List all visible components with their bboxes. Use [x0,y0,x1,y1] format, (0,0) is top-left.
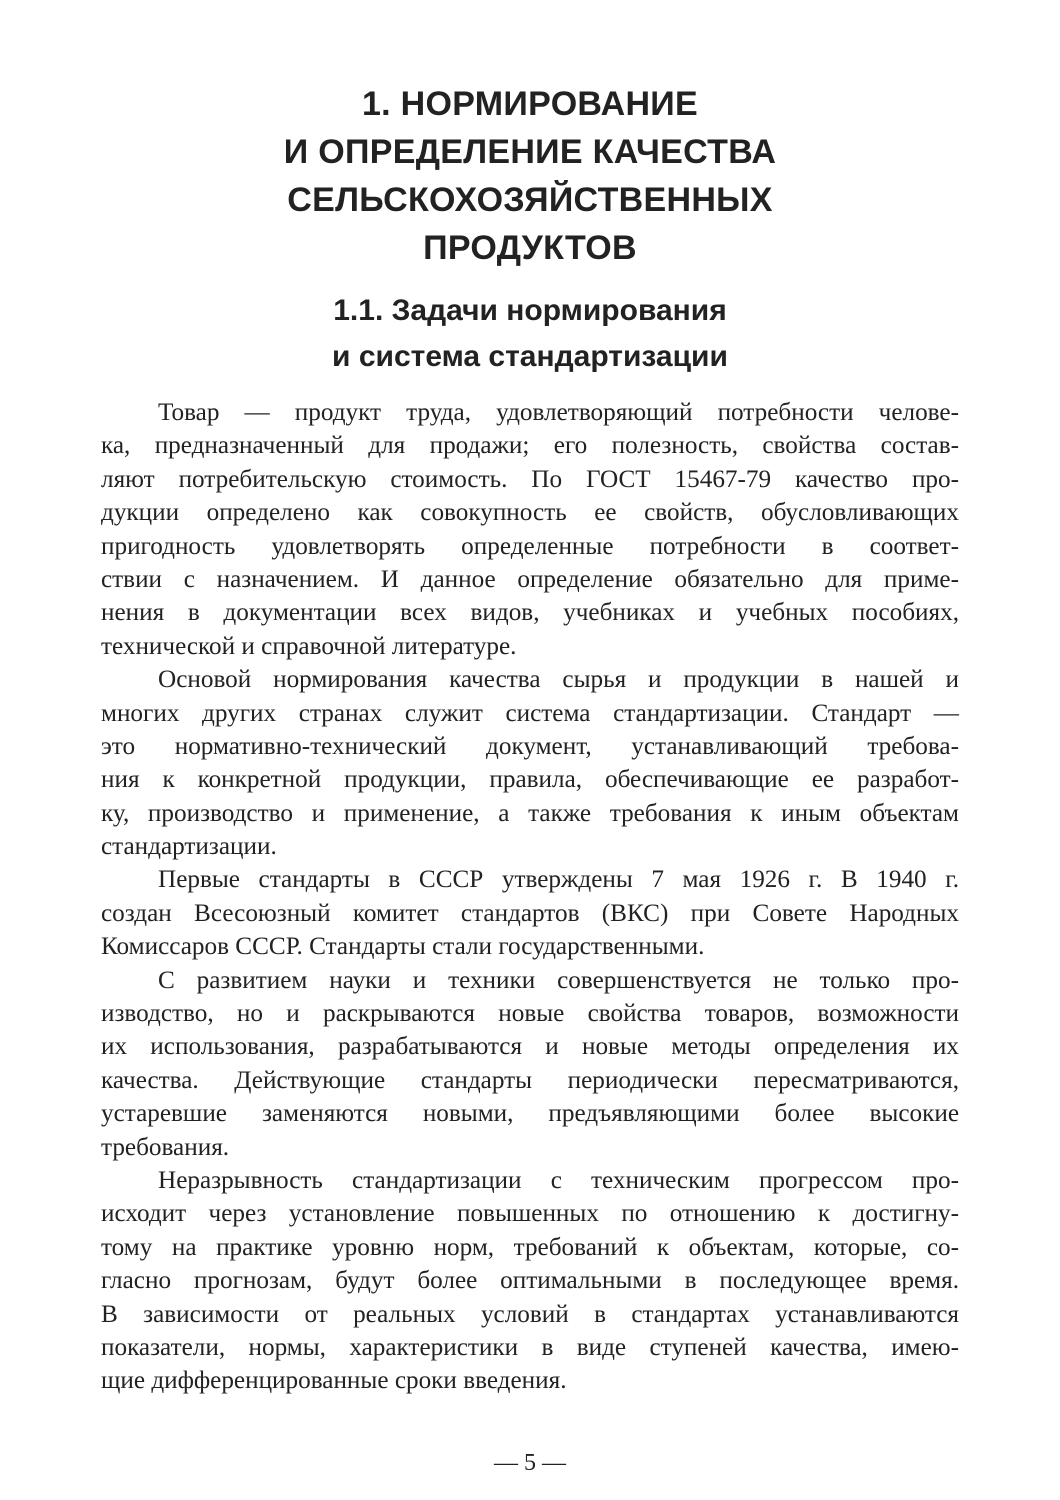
text-line: ствии с назначением. И данное определение обязательно для приме- [101,565,959,593]
text-line: показатели, нормы, характеристики в виде ступеней качества, имею- [101,1333,959,1361]
text-line: Неразрывность стандартизации с техническим прогрессом про- [158,1166,959,1194]
paragraph-2 [101,663,959,863]
text-line: качества. Действующие стандарты периодически пересматриваются, [101,1066,959,1094]
text-line: щие дифференцированные сроки введения. [101,1367,567,1395]
text-line: Товар — продукт труда, удовлетворяющий потребности челове- [158,399,959,426]
chapter-title [100,80,960,272]
text-line: ляют потребительскую стоимость. По ГОСТ 15467-79 качество про- [101,465,959,493]
chapter-title-line: 1. НОРМИРОВАНИЕ [361,85,699,123]
text-line: Комиссаров СССР. Стандарты стали государственными. [101,933,705,961]
text-line: технической и справочной литературе. [101,632,517,660]
section-title-line: и система стандартизации [332,340,728,373]
text-line: пригодность удовлетворять определенные потребности в соответ- [101,532,959,560]
text-line: В зависимости от реальных условий в стандартах устанавливаются [101,1300,959,1328]
section-title-line: 1.1. Задачи нормирования [333,294,727,327]
paragraph-5 [101,1164,959,1398]
chapter-title-line: СЕЛЬСКОХОЗЯЙСТВЕННЫХ [287,181,773,219]
text-line: их использования, разрабатываются и новые методы определения их [101,1033,959,1061]
text-line: Первые стандарты в СССР утверждены 7 мая 1926 г. В 1940 г. [158,866,959,894]
body-text [101,396,959,1398]
text-line: дукции определено как совокупность ее свойств, обусловливающих [101,499,959,527]
chapter-title-line: ПРОДУКТОВ [423,229,637,267]
text-line: гласно прогнозам, будут более оптимальными в последующее время. [101,1267,959,1295]
chapter-title-line: И ОПРЕДЕЛЕНИЕ КАЧЕСТВА [283,133,777,171]
text-line: создан Всесоюзный комитет стандартов (ВКС) при Совете Народных [101,899,959,927]
text-line: изводство, но и раскрываются новые свойства товаров, возможности [101,1000,959,1028]
text-line: стандартизации. [101,833,277,861]
text-line: многих других странах служит система стандартизации. Стандарт — [101,699,959,727]
text-line: Основой нормирования качества сырья и продукции в нашей и [158,666,959,694]
text-line: исходит через установление повышенных по отношению к достигну- [101,1200,959,1228]
text-line: ния к конкретной продукции, правила, обеспечивающие ее разработ- [101,766,959,794]
text-line: тому на практике уровню норм, требований к объектам, которые, со- [101,1233,959,1261]
text-line: ка, предназначенный для продажи; его полезность, свойства состав- [101,432,959,460]
text-line: это нормативно-технический документ, устанавливающий требова- [101,732,959,760]
text-line: устаревшие заменяются новыми, предъявляющими более высокие [101,1100,959,1128]
page-number: — 5 — [494,1450,566,1476]
paragraph-4 [101,964,959,1164]
text-line: С развитием науки и техники совершенствуется не только про- [158,966,959,994]
text-line: ку, производство и применение, а также требования к иным объектам [101,799,959,827]
text-line: нения в документации всех видов, учебниках и учебных пособиях, [101,599,959,627]
paragraph-3 [101,863,959,963]
text-line: требования. [101,1133,230,1161]
section-title [100,288,960,380]
paragraph-1 [101,396,959,663]
